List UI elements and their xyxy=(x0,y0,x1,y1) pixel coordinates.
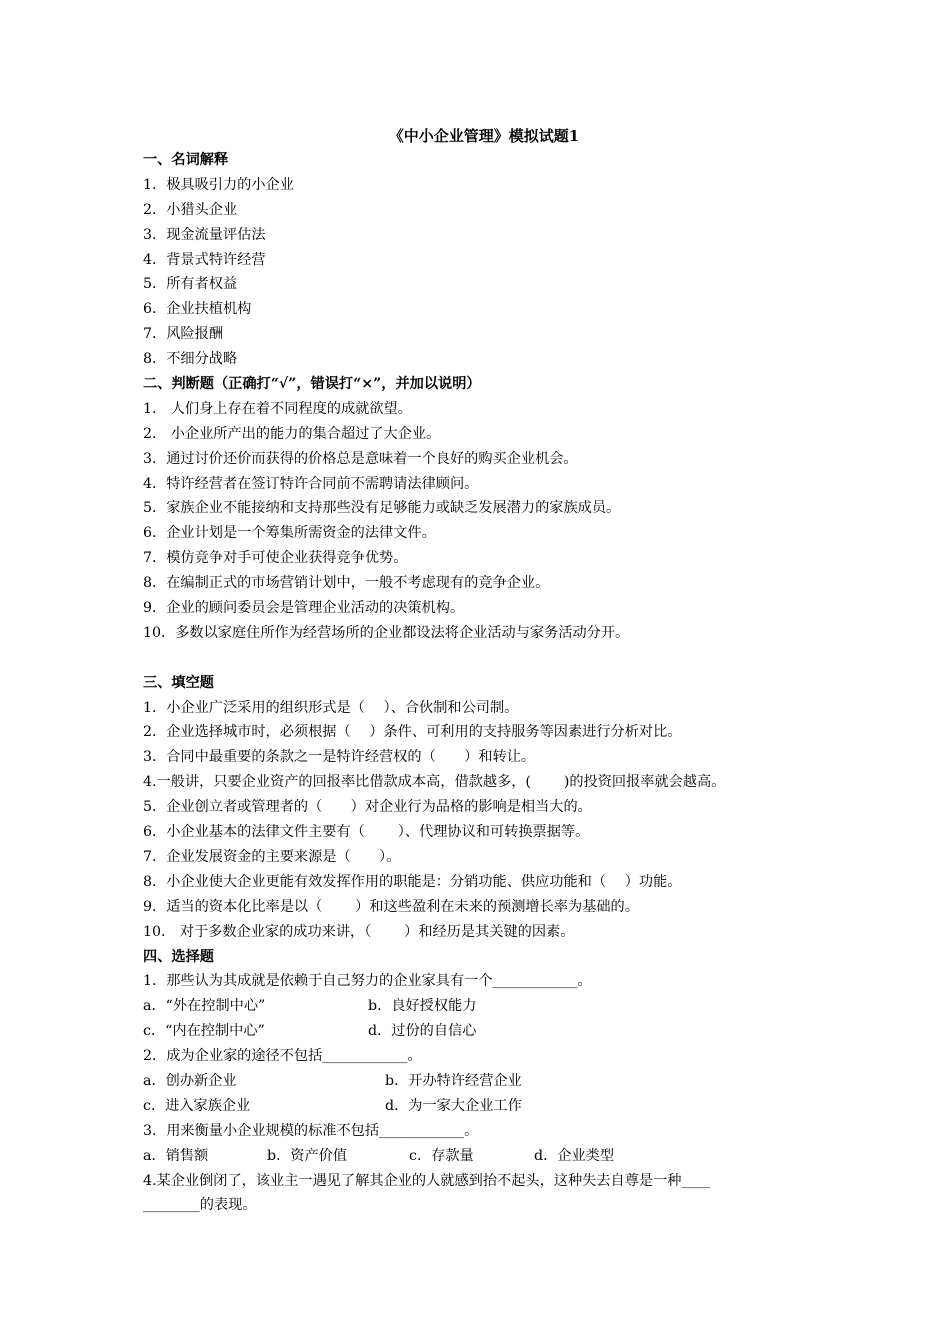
option-a: a．销售额 xyxy=(143,1147,209,1164)
option-b: b．良好授权能力 xyxy=(368,998,477,1015)
question-3: 3．用来衡量小企业规模的标准不包括____________。 xyxy=(143,1122,479,1139)
question-2-options-row-1 xyxy=(143,1069,833,1094)
list-item: 6．小企业基本的法律文件主要有（ ）、代理协议和可转换票据等。 xyxy=(143,824,590,841)
option-b: b．资产价值 xyxy=(267,1147,348,1164)
list-item: 5．企业创立者或管理者的（ ）对企业行为品格的影响是相当大的。 xyxy=(143,799,592,816)
list-item: 3．通过讨价还价而获得的价格总是意味着一个良好的购买企业机会。 xyxy=(143,450,578,467)
spacer xyxy=(143,646,833,671)
list-item: 7．风险报酬 xyxy=(143,326,223,343)
page-title: 《中小企业管理》模拟试题1 xyxy=(388,127,580,145)
option-c: c．存款量 xyxy=(409,1147,474,1164)
list-item: 5．所有者权益 xyxy=(143,276,238,293)
section-heading-3: 三、填空题 xyxy=(143,674,214,691)
list-item: 9．企业的顾问委员会是管理企业活动的决策机构。 xyxy=(143,600,465,617)
list-item: 6．企业计划是一个筹集所需资金的法律文件。 xyxy=(143,525,436,542)
list-item: 4．特许经营者在签订特许合同前不需聘请法律顾问。 xyxy=(143,475,479,492)
list-item: 2． 小企业所产出的能力的集合超过了大企业。 xyxy=(143,425,441,442)
list-item: 9．适当的资本化比率是以（ ）和这些盈利在未来的预测增长率为基础的。 xyxy=(143,898,639,915)
question-1-options-row-2 xyxy=(143,1019,833,1044)
list-item: 1．小企业广泛采用的组织形式是（ ）、合伙制和公司制。 xyxy=(143,699,519,716)
question-1: 1．那些认为其成就是依赖于自己努力的企业家具有一个____________。 xyxy=(143,973,592,990)
list-item: 8．在编制正式的市场营销计划中，一般不考虑现有的竞争企业。 xyxy=(143,575,550,592)
option-a: a．创办新企业 xyxy=(143,1072,237,1089)
list-item: 1． 人们身上存在着不同程度的成就欲望。 xyxy=(143,400,412,417)
list-item: 4.一般讲，只要企业资产的回报率比借款成本高，借款越多，( )的投资回报率就会越高。 xyxy=(143,774,726,791)
option-c: c．进入家族企业 xyxy=(143,1097,251,1114)
list-item: 8．不细分战略 xyxy=(143,351,238,368)
option-d: d．企业类型 xyxy=(534,1147,615,1164)
list-item: 4．背景式特许经营 xyxy=(143,251,266,268)
list-item: 2．企业选择城市时，必须根据（ ）条件、可利用的支持服务等因素进行分析对比。 xyxy=(143,724,682,741)
list-item: 7．模仿竞争对手可使企业获得竞争优势。 xyxy=(143,550,408,567)
option-c: c．“内在控制中心” xyxy=(143,1023,265,1040)
list-item: 8．小企业使大企业更能有效发挥作用的职能是：分销功能、供应功能和（ ）功能。 xyxy=(143,873,682,890)
list-item: 10． 对于多数企业家的成功来讲，（ ）和经历是其关键的因素。 xyxy=(143,923,575,940)
list-item: 6．企业扶植机构 xyxy=(143,301,252,318)
list-item: 10．多数以家庭住所作为经营场所的企业都设法将企业活动与家务活动分开。 xyxy=(143,624,630,641)
section-heading-1: 一、名词解释 xyxy=(143,152,229,168)
question-1-options-row-1 xyxy=(143,994,833,1019)
exam-page xyxy=(143,124,833,1218)
question-3-options xyxy=(143,1144,833,1169)
list-item: 5．家族企业不能接纳和支持那些没有足够能力或缺乏发展潜力的家族成员。 xyxy=(143,500,621,517)
question-4-line-1: 4.某企业倒闭了，该业主一遇见了解其企业的人就感到抬不起头，这种失去自尊是一种____ xyxy=(143,1172,710,1189)
option-b: b．开办特许经营企业 xyxy=(385,1072,522,1089)
list-item: 7．企业发展资金的主要来源是（ ）。 xyxy=(143,848,401,865)
option-d: d．过份的自信心 xyxy=(368,1023,477,1040)
question-4-line-2: ________的表现。 xyxy=(143,1197,257,1214)
section-heading-4: 四、选择题 xyxy=(143,948,214,965)
list-item: 2．小猎头企业 xyxy=(143,201,238,218)
list-item: 3．合同中最重要的条款之一是特许经营权的（ ）和转让。 xyxy=(143,749,536,766)
list-item: 3．现金流量评估法 xyxy=(143,226,266,243)
list-item: 1．极具吸引力的小企业 xyxy=(143,176,294,193)
option-a: a．“外在控制中心” xyxy=(143,998,266,1015)
section-heading-2: 二、判断题（正确打“√”，错误打“×”，并加以说明） xyxy=(143,376,481,393)
question-2: 2．成为企业家的途径不包括____________。 xyxy=(143,1048,422,1065)
question-2-options-row-2 xyxy=(143,1094,833,1119)
option-d: d．为一家大企业工作 xyxy=(385,1097,522,1114)
